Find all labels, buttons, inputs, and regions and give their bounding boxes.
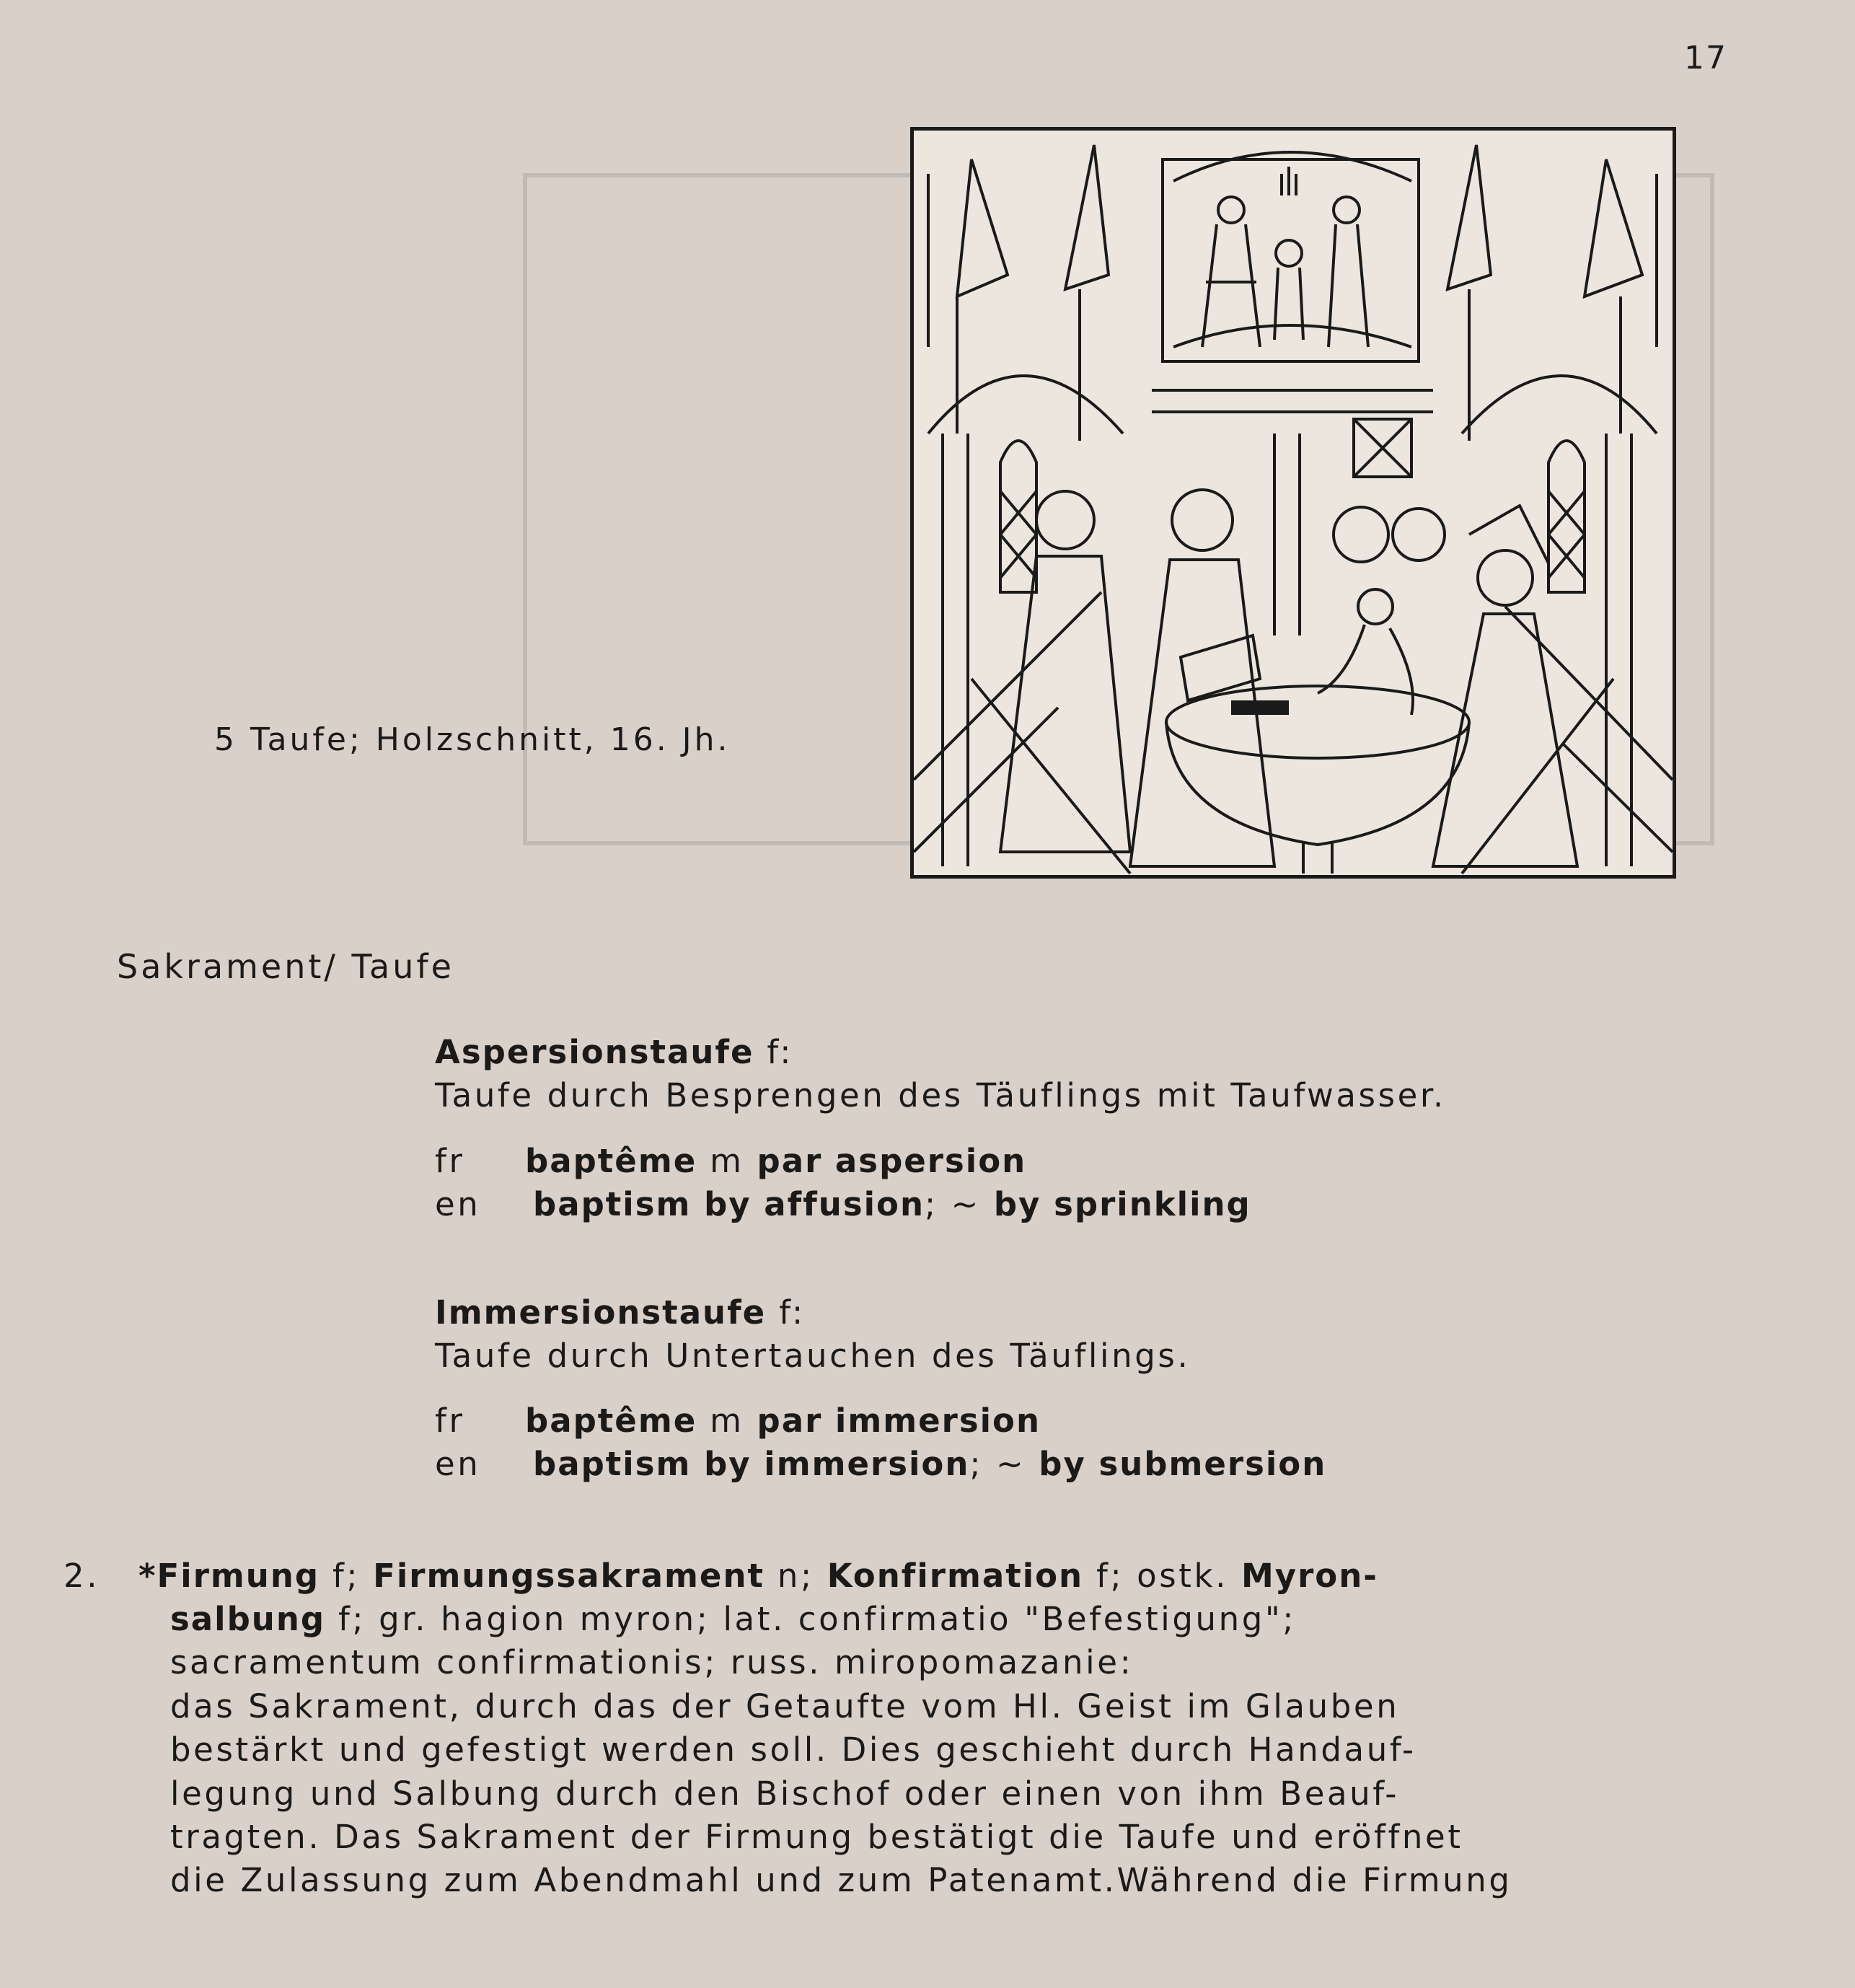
en-term: baptism by affusion <box>533 1185 925 1223</box>
entry-immersionstaufe-headword <box>435 1293 806 1332</box>
en-separator: ; ~ <box>969 1445 1039 1483</box>
en-alt: by submersion <box>1039 1445 1327 1483</box>
entry-term: Immersionstaufe <box>435 1293 767 1332</box>
term-firmung: Firmung <box>157 1557 320 1595</box>
fr-rest: par immersion <box>757 1402 1041 1440</box>
asterisk-marker: * <box>138 1557 157 1595</box>
entry-definition: Taufe durch Besprengen des Täuflings mit Taufwasser. <box>435 1076 1446 1114</box>
firmung-line-5: bestärkt und gefestigt werden soll. Dies geschieht durch Handauf- <box>170 1730 1416 1769</box>
term-myronsalbung-part2: salbung <box>170 1600 326 1638</box>
entry-gender: f: <box>766 1293 806 1332</box>
en-separator: ; ~ <box>925 1185 994 1223</box>
firmung-line-2 <box>170 1600 1296 1638</box>
lang-code-fr: fr <box>435 1142 465 1180</box>
entry-number: 2. <box>63 1557 100 1595</box>
gender: f; <box>320 1557 374 1595</box>
entry-fr-translation <box>435 1402 1041 1440</box>
synonyms-text: f; gr. hagion myron; lat. confirmatio "Befestigung"; <box>325 1600 1297 1638</box>
fr-term: baptême <box>525 1402 697 1440</box>
gender: f; ostk. <box>1083 1557 1241 1595</box>
firmung-line-4: das Sakrament, durch das der Getaufte vom Hl. Geist im Glauben <box>170 1687 1400 1725</box>
figure-caption: 5 Taufe; Holzschnitt, 16. Jh. <box>214 721 731 758</box>
entry-term: Aspersionstaufe <box>435 1033 754 1071</box>
entry-en-translation <box>435 1185 1251 1223</box>
firmung-line-8: die Zulassung zum Abendmahl und zum Patenamt.Während die Firmung <box>170 1861 1512 1899</box>
firmung-line-3: sacramentum confirmationis; russ. miropomazanie: <box>170 1643 1134 1681</box>
section-heading: Sakrament/ Taufe <box>117 947 454 986</box>
term-myronsalbung-part1: Myron- <box>1241 1557 1378 1595</box>
lang-code-fr: fr <box>435 1402 465 1440</box>
en-alt: by sprinkling <box>993 1185 1251 1223</box>
fr-gender: m <box>710 1402 744 1440</box>
entry-definition: Taufe durch Untertauchen des Täuflings. <box>435 1337 1191 1375</box>
fr-term: baptême <box>525 1142 697 1180</box>
term-firmungssakrament: Firmungssakrament <box>373 1557 765 1595</box>
fr-rest: par aspersion <box>757 1142 1027 1180</box>
page-number: 17 <box>1684 40 1727 76</box>
entry-en-translation <box>435 1445 1326 1483</box>
baptism-woodcut-drawing <box>914 131 1673 875</box>
en-term: baptism by immersion <box>533 1445 970 1483</box>
firmung-line-7: tragten. Das Sakrament der Firmung bestätigt die Taufe und eröffnet <box>170 1818 1463 1856</box>
gender: n; <box>765 1557 827 1595</box>
lang-code-en: en <box>435 1185 481 1223</box>
lang-code-en: en <box>435 1445 481 1483</box>
entry-aspersionstaufe-headword <box>435 1033 793 1071</box>
entry-fr-translation <box>435 1142 1026 1180</box>
fr-gender: m <box>710 1142 744 1180</box>
firmung-line-6: legung und Salbung durch den Bischof oder einen von ihm Beauf- <box>170 1774 1400 1813</box>
term-konfirmation: Konfirmation <box>827 1557 1084 1595</box>
entry-gender: f: <box>754 1033 794 1071</box>
firmung-headword-line <box>138 1557 1378 1595</box>
woodcut-illustration <box>910 127 1676 879</box>
